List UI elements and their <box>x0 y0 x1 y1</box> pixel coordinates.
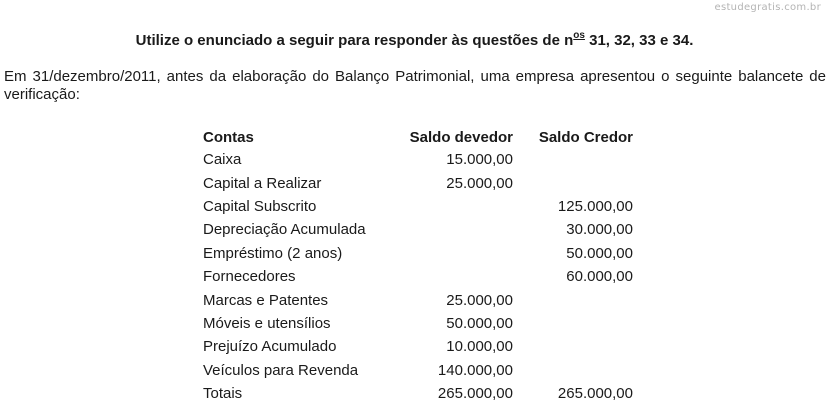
credit-cell: 125.000,00 <box>557 197 633 215</box>
account-cell: Capital a Realizar <box>203 174 322 192</box>
table-row <box>199 218 633 241</box>
table-row <box>199 288 633 311</box>
account-cell: Veículos para Revenda <box>203 361 359 379</box>
header-accounts: Contas <box>203 129 254 146</box>
table-row <box>199 171 633 194</box>
table-header-row <box>199 127 633 148</box>
table-row <box>199 359 633 382</box>
table-row <box>199 312 633 335</box>
account-cell: Capital Subscrito <box>203 197 317 215</box>
site-watermark: estudegratis.com.br <box>714 2 821 13</box>
heading-question-numbers: 31, 32, 33 e 34. <box>584 32 694 49</box>
account-cell: Empréstimo (2 anos) <box>203 244 343 262</box>
account-cell: Fornecedores <box>203 268 296 286</box>
credit-cell <box>513 171 633 194</box>
credit-cell <box>513 359 633 382</box>
table-row <box>199 265 633 288</box>
table-row <box>199 195 633 218</box>
totals-row <box>199 382 633 405</box>
table-row <box>199 335 633 358</box>
credit-cell <box>513 288 633 311</box>
debit-cell: 25.000,00 <box>446 174 513 192</box>
debit-cell <box>408 218 513 241</box>
intro-paragraph: Em 31/dezembro/2011, antes da elaboração do Balanço Patrimonial, uma empresa apresentou o seguinte balancete de verificação: <box>4 68 826 103</box>
trial-balance-table <box>199 127 633 405</box>
heading-superscript: os <box>573 30 585 41</box>
debit-cell <box>408 265 513 288</box>
debit-cell: 50.000,00 <box>446 314 513 332</box>
debit-cell: 140.000,00 <box>437 361 513 379</box>
account-cell: Marcas e Patentes <box>203 291 329 309</box>
table-row <box>199 242 633 265</box>
credit-cell <box>513 312 633 335</box>
debit-cell <box>408 195 513 218</box>
header-debit-balance: Saldo devedor <box>409 129 513 146</box>
credit-cell: 30.000,00 <box>566 221 633 239</box>
debit-cell: 10.000,00 <box>446 338 513 356</box>
heading-text: Utilize o enunciado a seguir para responder às questões de n <box>135 32 574 49</box>
header-credit-balance: Saldo Credor <box>538 129 633 146</box>
credit-cell: 265.000,00 <box>557 385 633 403</box>
table-row <box>199 148 633 171</box>
table-body <box>199 148 633 405</box>
account-cell: Móveis e utensílios <box>203 314 331 332</box>
credit-cell <box>513 335 633 358</box>
instruction-heading <box>0 31 829 49</box>
credit-cell: 60.000,00 <box>566 268 633 286</box>
debit-cell: 265.000,00 <box>437 385 513 403</box>
debit-cell: 25.000,00 <box>446 291 513 309</box>
account-cell: Depreciação Acumulada <box>203 221 366 239</box>
credit-cell: 50.000,00 <box>566 244 633 262</box>
debit-cell <box>408 242 513 265</box>
account-cell: Prejuízo Acumulado <box>203 338 337 356</box>
account-cell: Totais <box>203 385 243 403</box>
credit-cell <box>513 148 633 171</box>
account-cell: Caixa <box>203 151 242 169</box>
debit-cell: 15.000,00 <box>446 151 513 169</box>
